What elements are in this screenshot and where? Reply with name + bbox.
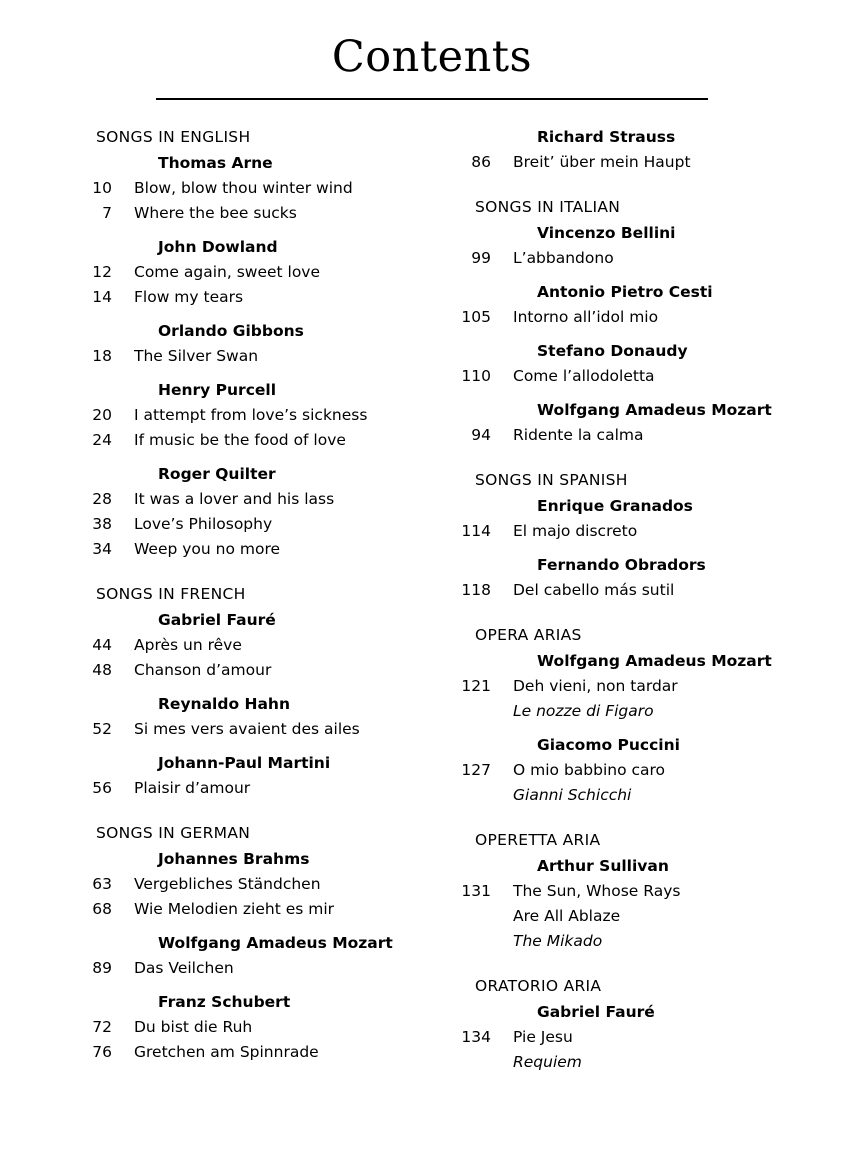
contents-entry[interactable] bbox=[74, 872, 413, 897]
entry-title: Gretchen am Spinnrade bbox=[134, 1043, 319, 1061]
entry-title: The Silver Swan bbox=[134, 347, 259, 365]
section-spacer bbox=[453, 603, 784, 622]
entry-title-group bbox=[134, 176, 413, 201]
contents-column-left bbox=[74, 124, 429, 1075]
composer-spacer bbox=[453, 389, 784, 397]
composer-name: Wolfgang Amadeus Mozart bbox=[158, 934, 393, 952]
composer-spacer bbox=[74, 742, 413, 750]
entry-page-number: 72 bbox=[92, 1018, 112, 1036]
composer-name: Johannes Brahms bbox=[158, 850, 310, 868]
entry-page-number: 121 bbox=[461, 677, 491, 695]
contents-entry[interactable] bbox=[453, 246, 784, 271]
entry-source-work: Gianni Schicchi bbox=[513, 786, 632, 804]
composer-name: Wolfgang Amadeus Mozart bbox=[537, 652, 772, 670]
entry-page-number: 134 bbox=[461, 1028, 491, 1046]
section-spacer bbox=[74, 562, 413, 581]
composer-name: Henry Purcell bbox=[158, 381, 277, 399]
contents-entry[interactable] bbox=[74, 1040, 413, 1065]
entry-title: Si mes vers avaient des ailes bbox=[134, 720, 360, 738]
contents-entry[interactable] bbox=[74, 658, 413, 683]
entry-title: L’abbandono bbox=[513, 249, 614, 267]
entry-title: Where the bee sucks bbox=[134, 204, 297, 222]
contents-entry[interactable] bbox=[74, 201, 413, 226]
contents-entry[interactable] bbox=[74, 176, 413, 201]
section-spacer bbox=[453, 448, 784, 467]
composer-name: Vincenzo Bellini bbox=[537, 224, 676, 242]
contents-entry[interactable] bbox=[453, 578, 784, 603]
contents-entry[interactable] bbox=[453, 364, 784, 389]
entry-page-number: 20 bbox=[92, 406, 112, 424]
entry-title-group bbox=[134, 658, 413, 683]
entry-title: O mio babbino caro bbox=[513, 761, 666, 779]
section-heading: OPERETTA ARIA bbox=[475, 831, 601, 849]
entry-page-number: 118 bbox=[461, 581, 491, 599]
composer-name: Stefano Donaudy bbox=[537, 342, 688, 360]
entry-title: Del cabello más sutil bbox=[513, 581, 675, 599]
composer-name: Arthur Sullivan bbox=[537, 857, 669, 875]
composer-name: Gabriel Fauré bbox=[158, 611, 276, 629]
entry-page-number: 24 bbox=[92, 431, 112, 449]
entry-title-group bbox=[513, 246, 784, 271]
entry-title-group bbox=[134, 285, 413, 310]
composer-spacer bbox=[453, 544, 784, 552]
entry-title-group bbox=[134, 776, 413, 801]
composer-spacer bbox=[74, 310, 413, 318]
entry-title-group bbox=[134, 403, 413, 428]
entry-title: Chanson d’amour bbox=[134, 661, 272, 679]
section-heading: OPERA ARIAS bbox=[475, 626, 582, 644]
composer-name: Richard Strauss bbox=[537, 128, 676, 146]
entry-title: Ridente la calma bbox=[513, 426, 644, 444]
entry-page-number: 89 bbox=[92, 959, 112, 977]
entry-page-number: 99 bbox=[471, 249, 491, 267]
composer-spacer bbox=[453, 271, 784, 279]
contents-entry[interactable] bbox=[74, 633, 413, 658]
section-heading: SONGS IN ITALIAN bbox=[475, 198, 621, 216]
entry-title-group bbox=[134, 201, 413, 226]
section-spacer bbox=[453, 954, 784, 973]
composer-spacer bbox=[74, 981, 413, 989]
entry-title-group bbox=[513, 1025, 784, 1075]
section-spacer bbox=[74, 801, 413, 820]
entry-title: Deh vieni, non tardar bbox=[513, 677, 678, 695]
entry-title-group bbox=[513, 364, 784, 389]
composer-name: Gabriel Fauré bbox=[537, 1003, 655, 1021]
contents-entry[interactable] bbox=[74, 537, 413, 562]
entry-title-group bbox=[134, 897, 413, 922]
entry-page-number: 131 bbox=[461, 882, 491, 900]
entry-page-number: 127 bbox=[461, 761, 491, 779]
entry-title: Pie Jesu bbox=[513, 1028, 573, 1046]
entry-title-group bbox=[513, 578, 784, 603]
composer-name: Fernando Obradors bbox=[537, 556, 706, 574]
composer-name: Reynaldo Hahn bbox=[158, 695, 290, 713]
contents-columns bbox=[0, 124, 864, 1075]
contents-entry[interactable] bbox=[74, 1015, 413, 1040]
contents-entry[interactable] bbox=[453, 674, 784, 724]
entry-title-group bbox=[513, 674, 784, 724]
entry-page-number: 34 bbox=[92, 540, 112, 558]
entry-title: Come again, sweet love bbox=[134, 263, 321, 281]
section-heading: SONGS IN GERMAN bbox=[96, 824, 251, 842]
entry-title-group bbox=[134, 537, 413, 562]
contents-entry[interactable] bbox=[74, 956, 413, 981]
entry-page-number: 44 bbox=[92, 636, 112, 654]
entry-title: Love’s Philosophy bbox=[134, 515, 273, 533]
entry-title: Breit’ über mein Haupt bbox=[513, 153, 691, 171]
entry-page-number: 114 bbox=[461, 522, 491, 540]
composer-spacer bbox=[74, 226, 413, 234]
contents-entry[interactable] bbox=[453, 150, 784, 175]
composer-name: John Dowland bbox=[158, 238, 278, 256]
section-spacer bbox=[453, 808, 784, 827]
entry-page-number: 10 bbox=[92, 179, 112, 197]
composer-spacer bbox=[453, 724, 784, 732]
entry-title-group bbox=[134, 344, 413, 369]
entry-title: Intorno all’idol mio bbox=[513, 308, 659, 326]
entry-title: Après un rêve bbox=[134, 636, 242, 654]
composer-spacer bbox=[74, 683, 413, 691]
entry-title: El majo discreto bbox=[513, 522, 638, 540]
page-title: Contents bbox=[331, 32, 533, 82]
contents-entry[interactable] bbox=[74, 344, 413, 369]
composer-spacer bbox=[74, 369, 413, 377]
entry-title-group bbox=[134, 872, 413, 897]
composer-name: Enrique Granados bbox=[537, 497, 693, 515]
contents-entry[interactable] bbox=[453, 758, 784, 808]
entry-title-group bbox=[513, 423, 784, 448]
entry-page-number: 94 bbox=[471, 426, 491, 444]
entry-title-group bbox=[134, 717, 413, 742]
entry-title-group bbox=[134, 428, 413, 453]
contents-column-right bbox=[429, 124, 784, 1075]
composer-spacer bbox=[453, 330, 784, 338]
composer-name: Franz Schubert bbox=[158, 993, 291, 1011]
entry-title: The Sun, Whose Rays bbox=[513, 882, 681, 900]
entry-page-number: 63 bbox=[92, 875, 112, 893]
composer-spacer bbox=[74, 922, 413, 930]
entry-title: I attempt from love’s sickness bbox=[134, 406, 368, 424]
entry-page-number: 68 bbox=[92, 900, 112, 918]
composer-name: Antonio Pietro Cesti bbox=[537, 283, 713, 301]
entry-title: Blow, blow thou winter wind bbox=[134, 179, 353, 197]
entry-title-group bbox=[513, 519, 784, 544]
entry-title-group bbox=[134, 633, 413, 658]
contents-entry[interactable] bbox=[453, 879, 784, 954]
contents-entry[interactable] bbox=[453, 519, 784, 544]
entry-title: Wie Melodien zieht es mir bbox=[134, 900, 335, 918]
entry-page-number: 56 bbox=[92, 779, 112, 797]
entry-page-number: 14 bbox=[92, 288, 112, 306]
contents-entry[interactable] bbox=[453, 1025, 784, 1075]
composer-name: Wolfgang Amadeus Mozart bbox=[537, 401, 772, 419]
entry-title: It was a lover and his lass bbox=[134, 490, 335, 508]
section-heading: SONGS IN SPANISH bbox=[475, 471, 628, 489]
entry-title: Plaisir d’amour bbox=[134, 779, 251, 797]
section-spacer bbox=[453, 175, 784, 194]
entry-title-group bbox=[134, 1040, 413, 1065]
entry-page-number: 86 bbox=[471, 153, 491, 171]
entry-page-number: 52 bbox=[92, 720, 112, 738]
composer-name: Thomas Arne bbox=[158, 154, 273, 172]
entry-page-number: 18 bbox=[92, 347, 112, 365]
entry-page-number: 28 bbox=[92, 490, 112, 508]
entry-page-number: 76 bbox=[92, 1043, 112, 1061]
entry-title-group bbox=[513, 758, 784, 808]
composer-name: Johann-Paul Martini bbox=[158, 754, 331, 772]
entry-title: Du bist die Ruh bbox=[134, 1018, 253, 1036]
section-heading: SONGS IN FRENCH bbox=[96, 585, 246, 603]
entry-source-work: Requiem bbox=[513, 1053, 582, 1071]
entry-title: If music be the food of love bbox=[134, 431, 346, 449]
contents-entry[interactable] bbox=[74, 717, 413, 742]
entry-page-number: 110 bbox=[461, 367, 491, 385]
entry-page-number: 7 bbox=[102, 204, 112, 222]
contents-entry[interactable] bbox=[74, 403, 413, 428]
entry-title: Come l’allodoletta bbox=[513, 367, 655, 385]
entry-page-number: 38 bbox=[92, 515, 112, 533]
contents-entry[interactable] bbox=[74, 285, 413, 310]
entry-page-number: 105 bbox=[461, 308, 491, 326]
entry-title-continued: Are All Ablaze bbox=[513, 907, 621, 925]
entry-title: Weep you no more bbox=[134, 540, 281, 558]
entry-title: Vergebliches Ständchen bbox=[134, 875, 321, 893]
entry-source-work: Le nozze di Figaro bbox=[513, 702, 654, 720]
composer-name: Roger Quilter bbox=[158, 465, 276, 483]
composer-spacer bbox=[74, 453, 413, 461]
entry-title-group bbox=[134, 1015, 413, 1040]
contents-entry[interactable] bbox=[74, 487, 413, 512]
contents-entry[interactable] bbox=[74, 428, 413, 453]
section-heading: SONGS IN ENGLISH bbox=[96, 128, 251, 146]
entry-title-group bbox=[513, 150, 784, 175]
composer-name: Giacomo Puccini bbox=[537, 736, 680, 754]
entry-source-work: The Mikado bbox=[513, 932, 603, 950]
contents-entry[interactable] bbox=[74, 260, 413, 285]
entry-title: Das Veilchen bbox=[134, 959, 234, 977]
contents-entry[interactable] bbox=[453, 305, 784, 330]
contents-entry[interactable] bbox=[74, 776, 413, 801]
entry-title: Flow my tears bbox=[134, 288, 244, 306]
contents-entry[interactable] bbox=[74, 512, 413, 537]
entry-title-group bbox=[134, 260, 413, 285]
entry-title-group bbox=[513, 879, 784, 954]
entry-title-group bbox=[513, 305, 784, 330]
entry-title-group bbox=[134, 956, 413, 981]
entry-title-group bbox=[134, 487, 413, 512]
contents-entry[interactable] bbox=[74, 897, 413, 922]
entry-title-group bbox=[134, 512, 413, 537]
title-divider bbox=[156, 98, 708, 100]
entry-page-number: 12 bbox=[92, 263, 112, 281]
composer-name: Orlando Gibbons bbox=[158, 322, 304, 340]
section-heading: ORATORIO ARIA bbox=[475, 977, 602, 995]
entry-page-number: 48 bbox=[92, 661, 112, 679]
contents-entry[interactable] bbox=[453, 423, 784, 448]
